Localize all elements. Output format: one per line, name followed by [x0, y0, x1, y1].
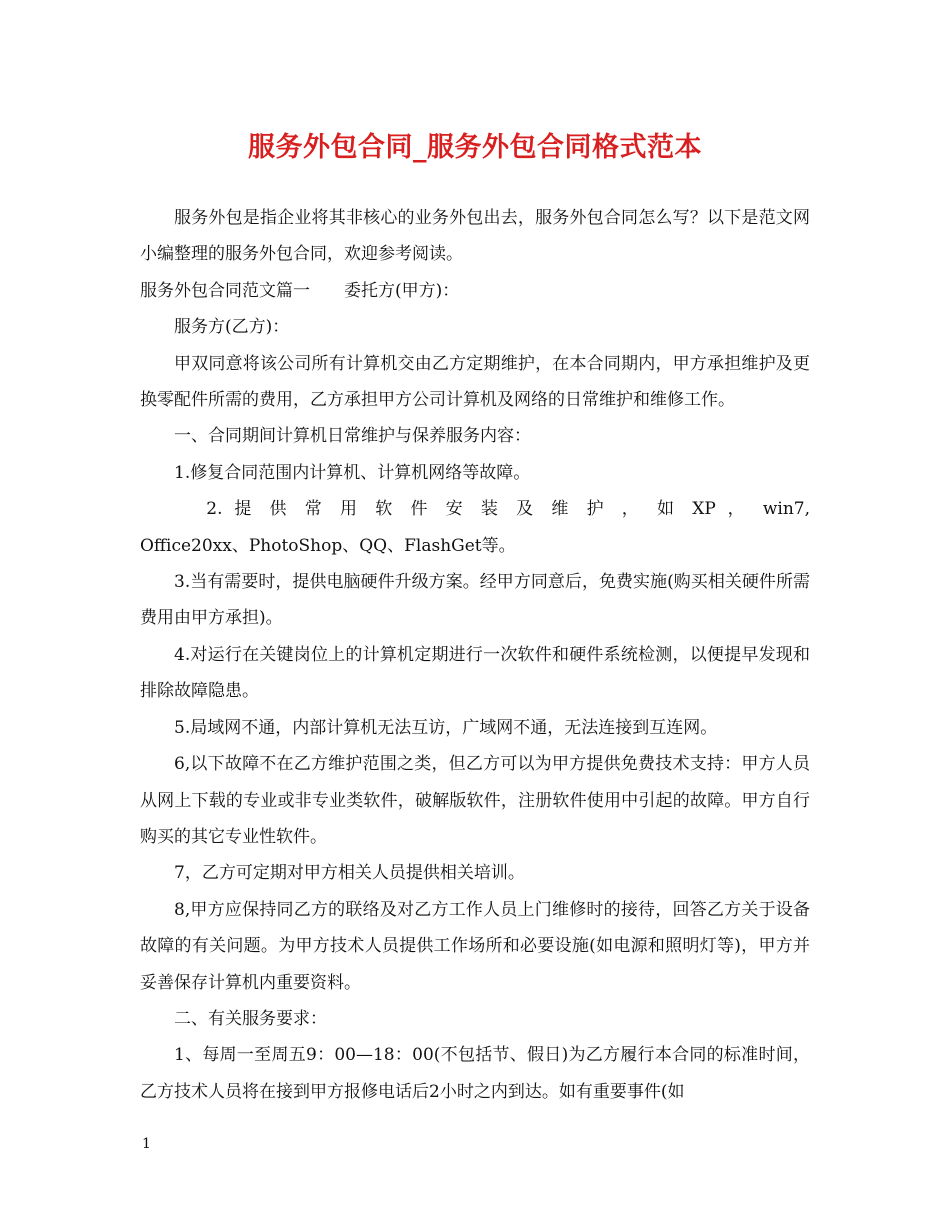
service-party-line: 服务方(乙方)： [174, 317, 290, 338]
clause-item-continuation: Office20xx、PhotoShop、QQ、FlashGet等。 [140, 535, 516, 556]
section-heading-requirements: 二、有关服务要求： [174, 1008, 327, 1029]
section-heading-maintenance: 一、合同期间计算机日常维护与保养服务内容： [174, 426, 531, 447]
clause-item: 8,甲方应保持同乙方的联络及对乙方工作人员上门维修时的接待，回答乙方关于设备故障的有关问题。为甲方技术人员提供工作场所和必要设施(如电源和照明灯等)，甲方并妥善保存计算机内重要资料。 [140, 899, 810, 993]
document-title: 服务外包合同_服务外包合同格式范本 [248, 132, 702, 163]
section-heading-parties: 服务外包合同范文篇一 委托方(甲方)： [140, 280, 460, 301]
intro-paragraph: 服务外包是指企业将其非核心的业务外包出去，服务外包合同怎么写？以下是范文网小编整理的服务外包合同，欢迎参考阅读。 [140, 208, 810, 265]
agreement-paragraph: 甲双同意将该公司所有计算机交由乙方定期维护，在本合同期内，甲方承担维护及更换零配件所需的费用，乙方承担甲方公司计算机及网络的日常维护和维修工作。 [140, 353, 810, 411]
clause-item: 7，乙方可定期对甲方相关人员提供相关培训。 [174, 863, 525, 884]
clause-item: 1、每周一至周五9：00—18：00(不包括节、假日)为乙方履行本合同的标准时间，乙方技术人员将在接到甲方报修电话后2小时之内到达。如有重要事件(如 [140, 1045, 810, 1102]
clause-item: 2. 提 供 常 用 软 件 安 装 及 维 护 ， 如 XP ， win7, [206, 499, 810, 520]
page-number: 1 [142, 1136, 151, 1152]
clause-item: 6,以下故障不在乙方维护范围之类，但乙方可以为甲方提供免费技术支持：甲方人员从网上下载的专业或非专业类软件，破解版软件，注册软件使用中引起的故障。甲方自行购买的其它专业性软件。 [140, 754, 810, 847]
clause-item: 4.对运行在关键岗位上的计算机定期进行一次软件和硬件系统检测，以便提早发现和排除故障隐患。 [140, 644, 810, 702]
document-body [140, 200, 810, 1110]
clause-item: 1.修复合同范围内计算机、计算机网络等故障。 [174, 462, 531, 483]
clause-item: 5.局域网不通，内部计算机无法互访，广域网不通，无法连接到互连网。 [174, 717, 718, 738]
clause-item: 3.当有需要时，提供电脑硬件升级方案。经甲方同意后，免费实施(购买相关硬件所需费用由甲方承担)。 [140, 572, 810, 629]
